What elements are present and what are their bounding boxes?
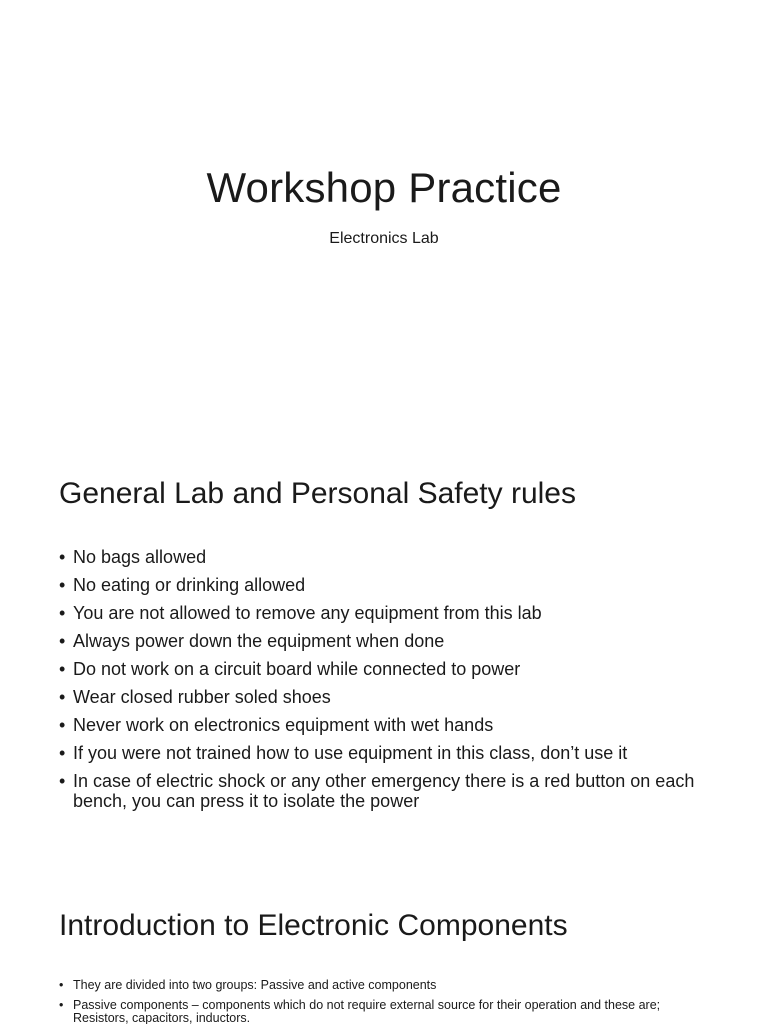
list-item: [59, 631, 709, 651]
slide-subtitle: Electronics Lab: [329, 230, 439, 247]
list-item-text: Never work on electronics equipment with wet hands: [73, 715, 494, 735]
slide-safety-rules: [0, 432, 768, 864]
list-item-text: If you were not trained how to use equipment in this class, don’t use it: [73, 743, 628, 763]
list-item: [59, 771, 709, 811]
bullet-icon: •: [59, 631, 66, 651]
components-list: [59, 979, 709, 1024]
list-item-text: Do not work on a circuit board while connected to power: [73, 659, 521, 679]
bullet-icon: •: [59, 771, 66, 791]
bullet-icon: •: [59, 978, 64, 992]
bullet-icon: •: [59, 603, 66, 623]
list-item-text: No eating or drinking allowed: [73, 575, 306, 595]
list-item: [59, 547, 709, 567]
safety-rules-list: [59, 547, 709, 819]
list-item: [59, 575, 709, 595]
components-heading: Introduction to Electronic Components: [59, 909, 568, 942]
bullet-icon: •: [59, 575, 66, 595]
list-item-text: No bags allowed: [73, 547, 207, 567]
bullet-icon: •: [59, 659, 66, 679]
bullet-icon: •: [59, 687, 66, 707]
bullet-icon: •: [59, 715, 66, 735]
list-item: [59, 999, 709, 1024]
list-item: [59, 603, 709, 623]
slide-title-heading: Workshop Practice: [206, 164, 562, 211]
list-item-text: Passive components – components which do not require external source for their operation and these are; Resistors, capacitors, inductors.: [73, 998, 661, 1024]
slide-electronic-components: [0, 864, 768, 1024]
list-item-text: Always power down the equipment when done: [73, 631, 445, 651]
list-item-text: They are divided into two groups: Passive and active components: [73, 978, 437, 992]
bullet-icon: •: [59, 743, 66, 763]
bullet-icon: •: [59, 998, 64, 1012]
slide-title: [0, 0, 768, 432]
list-item: [59, 687, 709, 707]
list-item-text: In case of electric shock or any other emergency there is a red button on each bench, you can press it to isolate the power: [73, 771, 695, 811]
list-item-text: You are not allowed to remove any equipment from this lab: [73, 603, 542, 623]
list-item: [59, 979, 709, 992]
list-item: [59, 743, 709, 763]
list-item: [59, 659, 709, 679]
list-item: [59, 715, 709, 735]
safety-rules-heading: General Lab and Personal Safety rules: [59, 477, 576, 510]
bullet-icon: •: [59, 547, 66, 567]
list-item-text: Wear closed rubber soled shoes: [73, 687, 331, 707]
